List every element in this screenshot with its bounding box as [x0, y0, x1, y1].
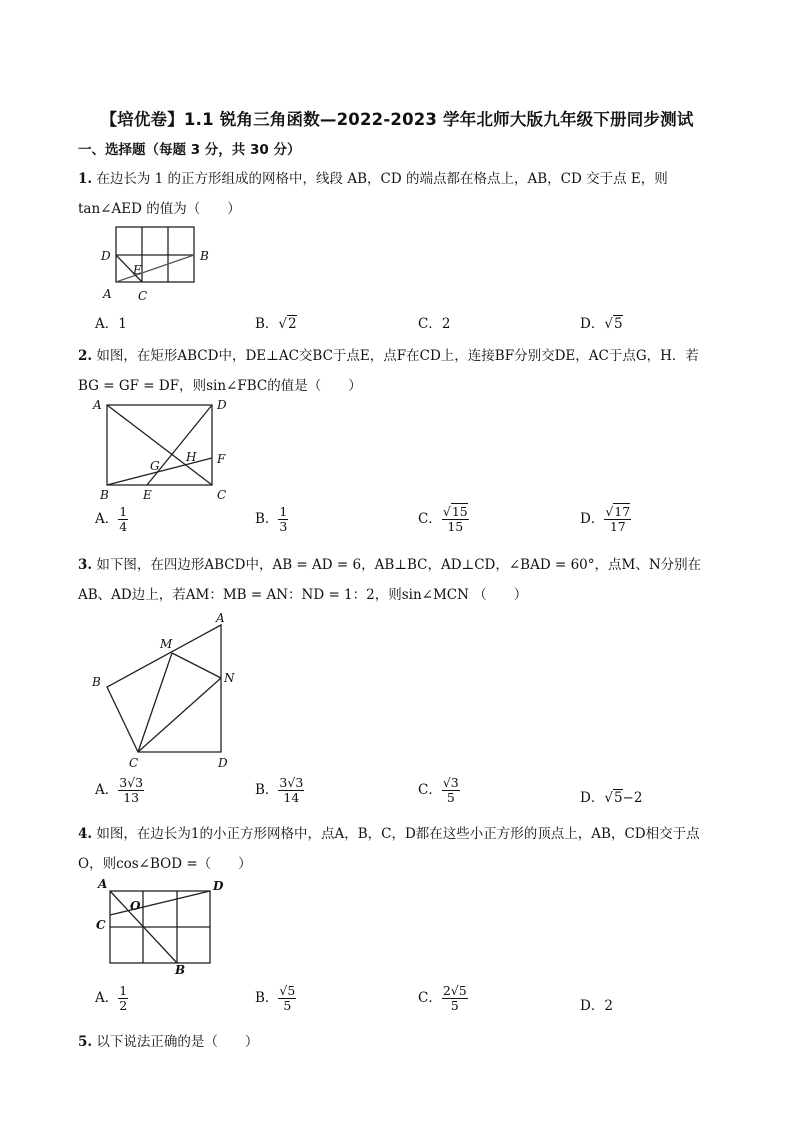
q4-option-d[interactable]: D．2: [580, 998, 613, 1014]
q1-option-c[interactable]: C．2: [418, 316, 451, 332]
q2-label-h: H: [186, 450, 197, 464]
question-5-text: 以下说法正确的是（ ）: [96, 1034, 259, 1050]
question-3-line-2: AB、AD边上，若AM：MB = AN：ND = 1：2，则sin∠MCN （ ）: [78, 587, 528, 603]
q4-label-c: C: [96, 918, 106, 932]
q2-option-d[interactable]: D． $\frac{√17}{17}$: [580, 504, 631, 534]
q3-label-d: D: [218, 756, 228, 770]
q3-label-m: M: [160, 637, 173, 651]
question-2-line-1: [78, 344, 699, 364]
question-3-figure: [88, 610, 248, 770]
question-4-text: 如图，在边长为1的小正方形网格中，点A，B，C，D都在这些小正方形的顶点上，AB，CD相交于点: [96, 826, 700, 842]
q4-label-d: D: [213, 879, 224, 893]
q2-label-f: F: [217, 452, 226, 466]
q3-option-c[interactable]: C． $\frac{√3}{5}$: [418, 775, 459, 805]
q1-label-a: A: [103, 287, 112, 301]
q2-option-c[interactable]: C． $\frac{√15}{15}$: [418, 504, 468, 534]
question-2-text: 如图，在矩形ABCD中，DE⊥AC交BC于点E，点F在CD上，连接BF分别交DE，AC于点G，H．若: [96, 348, 699, 364]
section-heading: 一、选择题（每题 3 分，共 30 分）: [78, 142, 301, 158]
question-1-text: 在边长为 1 的正方形组成的网格中，线段 AB，CD 的端点都在格点上，AB，CD 交于点 E，则: [96, 171, 668, 187]
question-4-line-2: O，则cos∠BOD =（ ）: [78, 856, 252, 872]
question-2-figure: [90, 396, 250, 506]
q1-label-b: B: [200, 249, 209, 263]
q2-label-c: C: [217, 488, 227, 502]
question-1-line-2: tan∠AED 的值为（ ）: [78, 201, 241, 217]
question-4-line-1: [78, 822, 700, 842]
question-1-line-1: [78, 167, 668, 187]
q1-label-e: E: [133, 263, 142, 277]
q4-label-b: B: [175, 963, 186, 977]
q1-option-b[interactable]: B．√2: [255, 316, 297, 332]
q2-label-b: B: [100, 488, 109, 502]
q4-option-a[interactable]: A． $\frac{1}{2}$: [95, 983, 128, 1013]
q2-option-a[interactable]: A． $\frac{1}{4}$: [95, 504, 128, 534]
q3-option-b[interactable]: B． $\frac{3√3}{14}$: [255, 775, 304, 805]
q4-option-b[interactable]: B． $\frac{√5}{5}$: [255, 983, 296, 1013]
q1-label-c: C: [138, 289, 148, 303]
q1-label-d: D: [101, 249, 111, 263]
question-4-figure: [92, 876, 242, 980]
q2-label-d: D: [217, 398, 227, 412]
q3-option-d[interactable]: D．√5−2: [580, 790, 643, 806]
q2-label-e: E: [143, 488, 152, 502]
question-5-line-1: [78, 1030, 258, 1050]
question-2-number: 2.: [78, 348, 93, 364]
q3-label-b: B: [92, 675, 101, 689]
q3-option-a[interactable]: A． $\frac{3√3}{13}$: [95, 775, 144, 805]
question-1-figure: [98, 222, 218, 302]
question-2-line-2: BG = GF = DF，则sin∠FBC的值是（ ）: [78, 378, 362, 394]
question-3-text: 如下图，在四边形ABCD中，AB = AD = 6，AB⊥BC，AD⊥CD，∠BAD = 60°，点M、N分别在: [96, 557, 702, 573]
q2-label-a: A: [93, 398, 102, 412]
question-3-number: 3.: [78, 557, 93, 573]
q3-label-c: C: [129, 756, 139, 770]
page-title: 【培优卷】1.1 锐角三角函数—2022-2023 学年北师大版九年级下册同步测试: [100, 110, 694, 129]
q4-option-c[interactable]: C． $\frac{2√5}{5}$: [418, 983, 467, 1013]
question-3-line-1: [78, 553, 701, 573]
question-5-number: 5.: [78, 1034, 93, 1050]
q2-label-g: G: [150, 459, 160, 473]
q1-option-a[interactable]: A．1: [95, 316, 127, 332]
q3-label-n: N: [224, 671, 235, 685]
q1-option-d[interactable]: D．√5: [580, 316, 623, 332]
q4-label-o: O: [130, 899, 141, 913]
question-1-number: 1.: [78, 171, 93, 187]
question-4-number: 4.: [78, 826, 93, 842]
q3-label-a: A: [216, 611, 225, 625]
q2-option-b[interactable]: B． $\frac{1}{3}$: [255, 504, 288, 534]
q4-label-a: A: [98, 877, 108, 891]
